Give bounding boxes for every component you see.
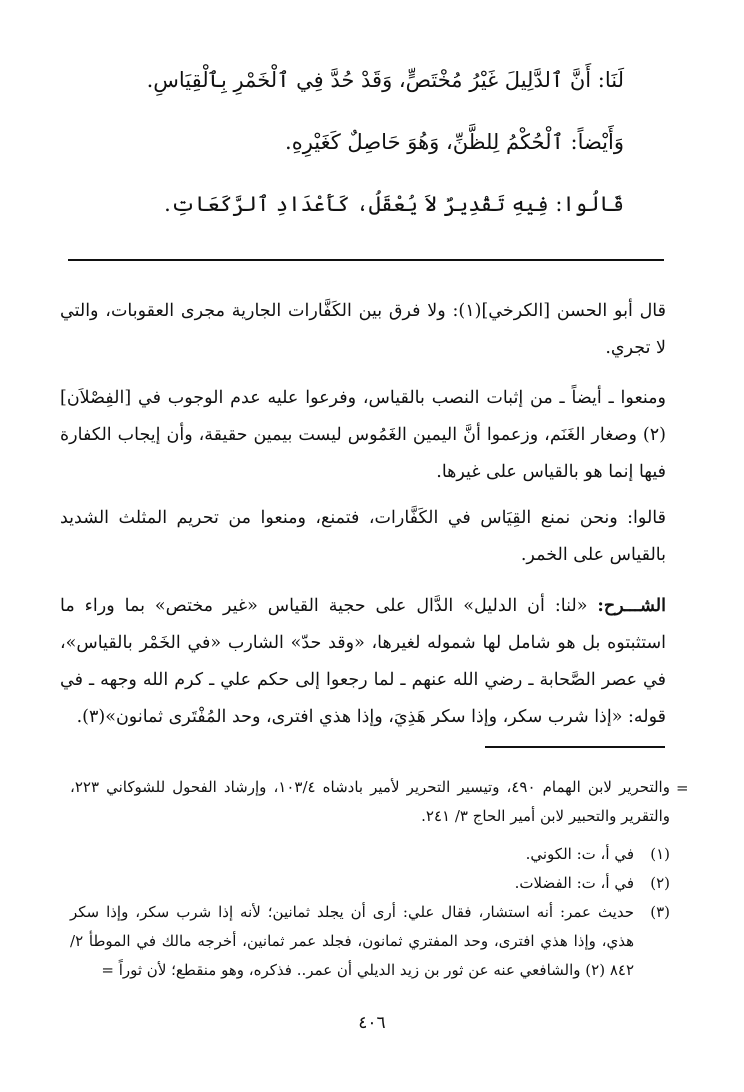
footnote-text: في أ، ت: الفضلات. (514, 874, 634, 892)
sharh-paragraph (60, 588, 666, 736)
footnotes-list (70, 840, 670, 985)
verse-line-3: قَالُوا: فِيهِ تَقْدِيرٌ لاَ يُعْقَلُ، كَأَعْدَادِ ٱلرَّكَعَاتِ. (164, 192, 624, 216)
footnote-3 (70, 898, 670, 985)
page-number: ٤٠٦ (358, 1013, 386, 1033)
sharh-lead: الشـــرح: (597, 596, 666, 616)
paragraph-qalu: قالوا: ونحن نمنع القِيَاس في الكَفَّارات، فتمنع، ومنعوا من تحريم المثلث الشديد بالقياس على الخمر. (60, 508, 666, 565)
paragraph-karkhi: قال أبو الحسن [الكرخي](١): ولا فرق بين الكَفَّارات الجارية مجرى العقوبات، والتي لا تجري. (60, 301, 666, 358)
continuation-mark: = (676, 779, 689, 797)
footnote-continuation: والتحرير لابن الهمام ٤٩٠، وتيسير التحرير لأمير بادشاه ١٠٣/٤، وإرشاد الفحول للشوكاني ٢٢٣، والتقرير والتحبير لابن أمير الحاج ٣/ ٢٤١. (70, 778, 670, 825)
footnote-number: (٢) (650, 874, 670, 892)
footnote-text: في أ، ت: الكوني. (525, 845, 634, 863)
footnote-number: (٣) (650, 903, 670, 921)
paragraph-man-naw: ومنعوا ـ أيضاً ـ من إثبات النصب بالقياس، وفرعوا عليه عدم الوجوب في [الفِصْلاَن](٢) وصغار الغَنَم، وزعموا أنَّ اليمين الغَمُوس ليست بيمين حقيقة، وأن إيجاب الكفارة فيها إنما هو بالقياس على غيرها. (60, 388, 666, 482)
footnote-number: (١) (650, 845, 670, 863)
footnote-1 (70, 840, 670, 869)
footnote-divider (485, 746, 665, 748)
top-divider (68, 259, 664, 261)
verse-line-1: لَنَا: أَنَّ ٱلدَّلِيلَ غَيْرُ مُخْتَصٍّ، وَقَدْ حُدَّ فِي ٱلْخَمْرِ بِٱلْقِيَاسِ. (146, 68, 624, 92)
sharh-text: «لنا: أن الدليل» الدَّال على حجية القياس «غير مختص» بما وراء ما استثبتوه بل هو شامل لها شموله لغيرها، «وقد حدّ» الشارب «في الخَمْر بالقياس»، في عصر الصَّحابة ـ رضي الله عنهم ـ لما رجعوا إلى حكم علي ـ كرم الله وجهه ـ في قوله: «إذا شرب سكر، وإذا سكر هَذِيَ، وإذا هذي افترى، وحد المُفْتَرى ثمانون»(٣). (60, 596, 666, 727)
verse-line-2: وَأَيْضاً: ٱلْحُكْمُ لِلظَّنِّ، وَهُوَ حَاصِلٌ كَغَيْرِهِ. (285, 130, 624, 154)
footnote-2 (70, 869, 670, 898)
footnote-text: حديث عمر: أنه استشار، فقال علي: أرى أن يجلد ثمانين؛ لأنه إذا شرب سكر، وإذا سكر هذي، وإذا هذي افترى، وحد المفتري ثمانون، فجلد عمر ثمانين، أخرجه مالك في الموطأ ٢/ ٨٤٢ (٢) والشافعي عنه عن ثور بن زيد الديلي أن عمر.. فذكره، وهو منقطع؛ لأن ثوراً = (70, 903, 634, 979)
